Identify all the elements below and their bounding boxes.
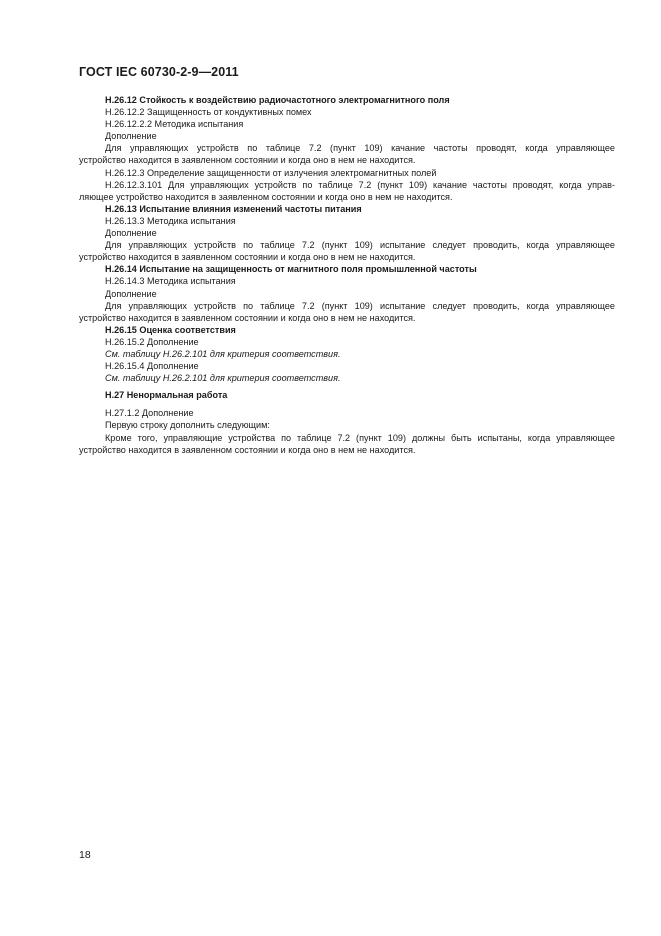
subsection-title: H.26.13.3 Методика испытания [105, 215, 236, 226]
paragraph: Дополнение [105, 228, 157, 239]
section-heading-h27: H.27 Ненормальная работа [105, 390, 228, 401]
paragraph: устройство находится в заявленном состоянии и когда оно в нем не находится. [79, 155, 416, 166]
subsection-title: H.26.12.2.2 Методика испытания [105, 119, 244, 130]
document-header: ГОСТ IEC 60730-2-9—2011 [79, 65, 239, 79]
paragraph: Для управляющих устройств по таблице 7.2 (пункт 109) испытание следует проводить, когда управляющее [105, 300, 615, 311]
subsection-title: H.26.14.3 Методика испытания [105, 276, 236, 287]
paragraph: устройство находится в заявленном состоянии и когда оно в нем не находится. [79, 444, 416, 455]
paragraph: См. таблицу H.26.2.101 для критерия соответствия. [105, 373, 341, 384]
subsection-title: H.27.1.2 Дополнение [105, 408, 194, 419]
section-heading-h26-12: H.26.12 Стойкость к воздействию радиочастотного электромагнитного поля [105, 95, 450, 105]
paragraph: устройство находится в заявленном состоянии и когда оно в нем не находится. [79, 312, 416, 323]
paragraph: Дополнение [105, 288, 157, 299]
section-heading-h26-15: H.26.15 Оценка соответствия [105, 324, 236, 335]
subsection-title: H.26.12.2 Защищенность от кондуктивных помех [105, 107, 312, 118]
page-number: 18 [79, 849, 91, 861]
paragraph: Для управляющих устройств по таблице 7.2 (пункт 109) качание частоты проводят, когда управляющее [105, 143, 615, 154]
paragraph: устройство находится в заявленном состоянии и когда оно в нем не находится. [79, 252, 416, 263]
paragraph: Кроме того, управляющие устройства по таблице 7.2 (пункт 109) должны быть испытаны, когда управляющее [105, 432, 615, 443]
paragraph: Для управляющих устройств по таблице 7.2 (пункт 109) испытание следует проводить, когда управляющее [105, 240, 615, 251]
paragraph: H.26.12.3.101 Для управляющих устройств по таблице 7.2 (пункт 109) качание частоты проводят, когда управ- [105, 179, 615, 190]
section-heading-h26-14: H.26.14 Испытание на защищенность от магнитного поля промышленной частоты [105, 264, 477, 275]
section-heading-h26-13: H.26.13 Испытание влияния изменений частоты питания [105, 203, 362, 214]
subsection-title: H.26.12.3 Определение защищенности от излучения электромагнитных полей [105, 167, 437, 178]
document-body [79, 94, 615, 456]
paragraph: Дополнение [105, 131, 157, 142]
paragraph: Первую строку дополнить следующим: [105, 420, 270, 431]
subsection-title: H.26.15.4 Дополнение [105, 361, 199, 372]
subsection-title: H.26.15.2 Дополнение [105, 336, 199, 347]
paragraph: См. таблицу H.26.2.101 для критерия соответствия. [105, 348, 341, 359]
paragraph: ляющее устройство находится в заявленном состоянии и когда оно в нем не находится. [79, 191, 453, 202]
